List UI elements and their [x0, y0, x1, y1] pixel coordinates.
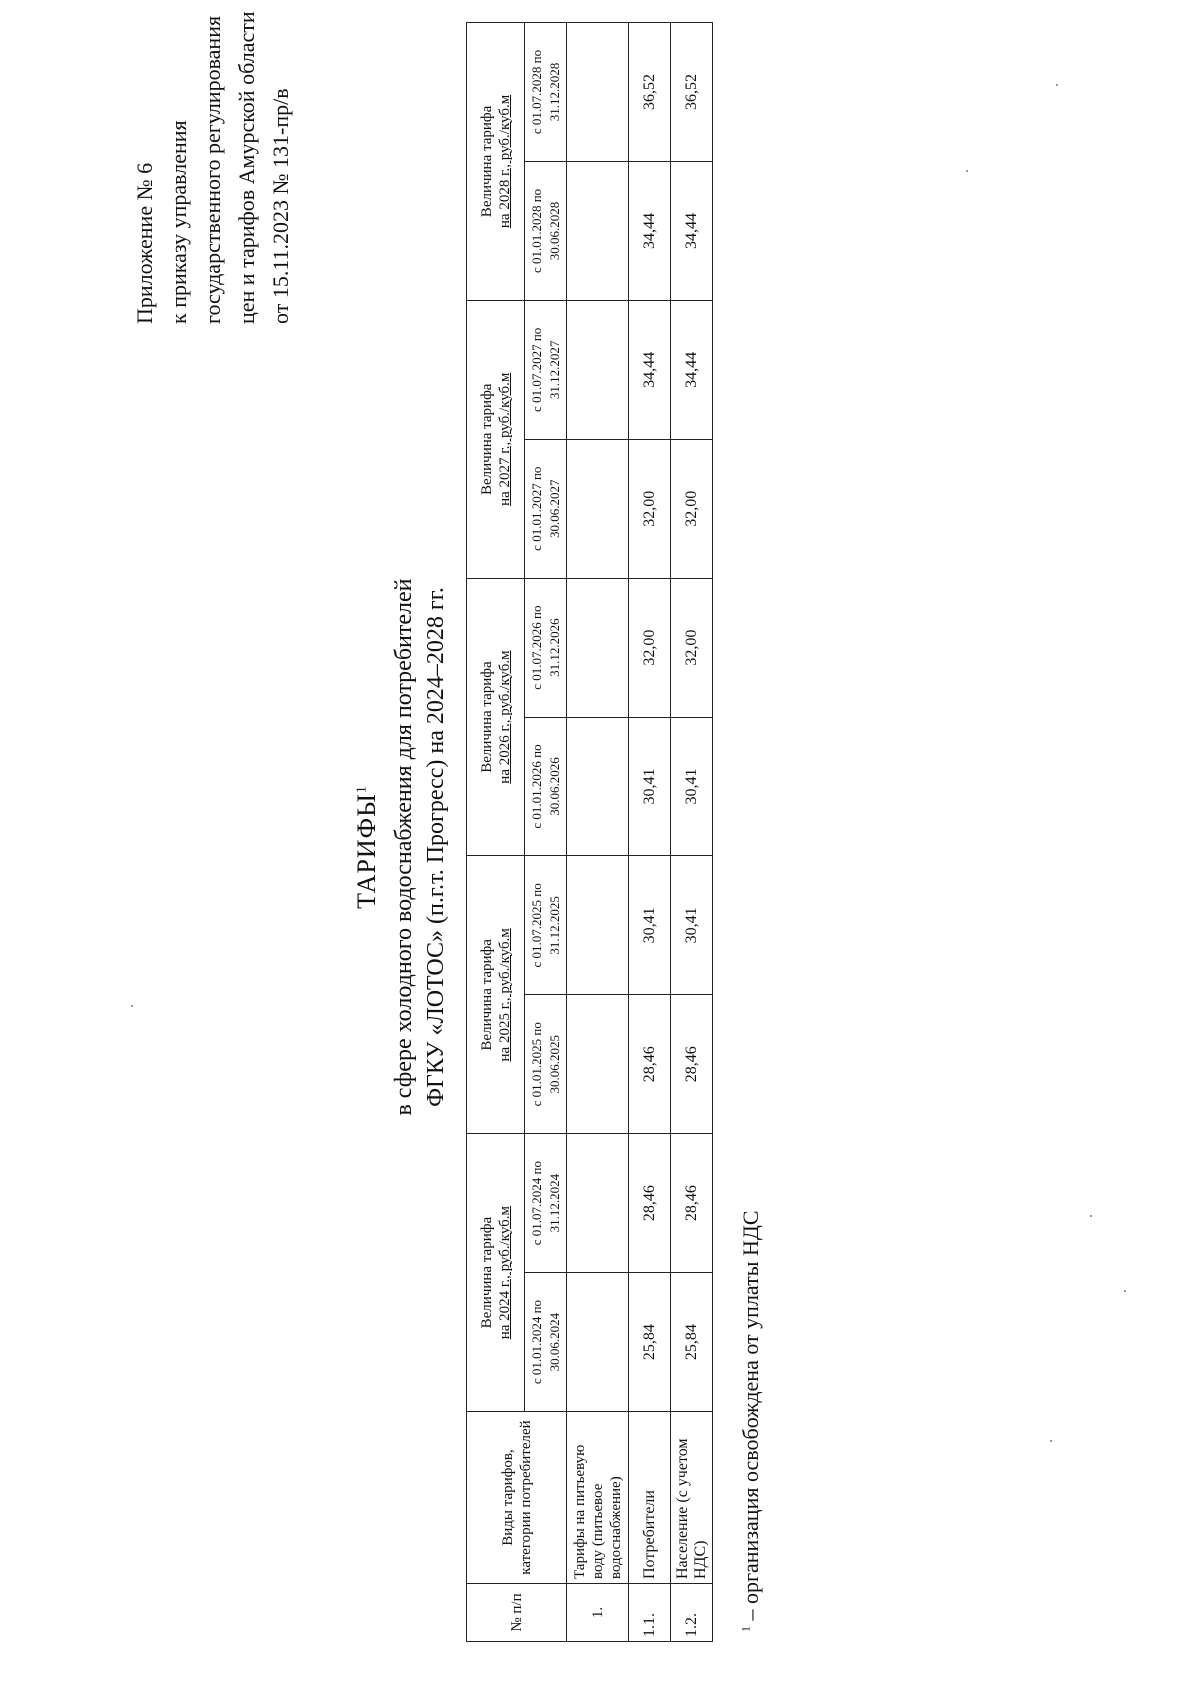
column-header-number: № п/п	[467, 1584, 567, 1642]
table-row-group	[567, 23, 629, 1642]
tariff-value: 32,00	[671, 578, 713, 717]
period-header: с 01.07.2026 по 31.12.2026	[525, 578, 567, 717]
footnote	[738, 1210, 764, 1632]
appendix-line: цен и тарифов Амурской области	[234, 11, 259, 324]
tariff-value: 28,46	[629, 1134, 671, 1273]
table-cell	[567, 1273, 629, 1412]
table-cell	[567, 300, 629, 439]
table-cell	[567, 439, 629, 578]
row-label: Тарифы на питьевую воду (питьевое водоснабжение)	[567, 1412, 629, 1584]
year-header-line1: Величина тарифа	[478, 105, 495, 218]
tariff-value: 36,52	[671, 23, 713, 162]
table-cell	[567, 23, 629, 162]
scan-speck	[1056, 84, 1058, 86]
year-header-line1: Величина тарифа	[478, 661, 495, 773]
table-cell	[567, 717, 629, 856]
year-header-line2: на 2024 г., руб./куб.м	[496, 1205, 513, 1340]
year-header-line1: Величина тарифа	[478, 939, 495, 1051]
row-number: 1.1.	[629, 1584, 671, 1642]
tariff-value: 30,41	[671, 717, 713, 856]
period-header: с 01.01.2028 по 30.06.2028	[525, 161, 567, 300]
appendix-header	[128, 0, 298, 324]
title-text: ТАРИФЫ	[352, 793, 381, 909]
column-header-year-2025	[467, 856, 525, 1134]
tariff-value: 30,41	[629, 856, 671, 995]
tariff-value: 30,41	[629, 717, 671, 856]
column-header-year-2024	[467, 1134, 525, 1412]
scan-speck	[1090, 1215, 1092, 1217]
row-number: 1.	[567, 1584, 629, 1642]
year-header-line1: Величина тарифа	[478, 383, 495, 496]
appendix-line: государственного регулирования	[200, 15, 225, 324]
tariff-value: 36,52	[629, 23, 671, 162]
tariff-value: 28,46	[671, 1134, 713, 1273]
scan-speck	[1050, 1440, 1052, 1442]
period-header: с 01.07.2028 по 31.12.2028	[525, 23, 567, 162]
column-header-type: Виды тарифов, категории потребителей	[467, 1412, 567, 1584]
period-header: с 01.01.2025 по 30.06.2025	[525, 995, 567, 1134]
period-header: с 01.01.2026 по 30.06.2026	[525, 717, 567, 856]
row-number: 1.2.	[671, 1584, 713, 1642]
column-header-year-2027	[467, 300, 525, 578]
appendix-line: Приложение № 6	[132, 162, 157, 324]
tariff-value: 28,46	[671, 995, 713, 1134]
tariff-value: 32,00	[629, 439, 671, 578]
year-header-line1: Величина тарифа	[478, 1216, 495, 1329]
tariff-value: 32,00	[671, 439, 713, 578]
table-cell	[567, 161, 629, 300]
table-cell	[567, 1134, 629, 1273]
year-header-line2: на 2026 г., руб./куб.м	[496, 650, 513, 784]
table-subheader-row	[525, 23, 567, 1642]
appendix-line: от 15.11.2023 № 131-пр/в	[268, 88, 293, 324]
scan-speck	[131, 1005, 133, 1007]
table-cell	[567, 856, 629, 995]
title-footnote-mark: 1	[354, 785, 370, 794]
tariff-value: 32,00	[629, 578, 671, 717]
year-header-line2: на 2025 г., руб./куб.м	[496, 928, 513, 1062]
subtitle-line: в сфере холодного водоснабжения для потребителей	[391, 578, 417, 1116]
appendix-line: к приказу управления	[166, 120, 191, 324]
table-row	[671, 23, 713, 1642]
footnote-mark: 1	[738, 1626, 753, 1632]
tariff-value: 34,44	[671, 161, 713, 300]
year-header-line2: на 2027 г., руб./куб.м	[496, 372, 513, 506]
period-header: с 01.07.2024 по 31.12.2024	[525, 1134, 567, 1273]
row-label: Потребители	[629, 1412, 671, 1584]
table-header-row	[467, 23, 525, 1642]
row-label: Население (с учетом НДС)	[671, 1412, 713, 1584]
document-title	[352, 0, 382, 1694]
period-header: с 01.07.2027 по 31.12.2027	[525, 300, 567, 439]
period-header: с 01.07.2025 по 31.12.2025	[525, 856, 567, 995]
column-header-year-2028	[467, 23, 525, 301]
footnote-text: – организация освобождена от уплаты НДС	[738, 1210, 763, 1626]
tariff-value: 34,44	[629, 300, 671, 439]
period-header: с 01.01.2024 по 30.06.2024	[525, 1273, 567, 1412]
scan-speck	[966, 170, 968, 172]
tariff-value: 34,44	[629, 161, 671, 300]
period-header: с 01.01.2027 по 30.06.2027	[525, 439, 567, 578]
subtitle-line: ФГКУ «ЛОТОС» (п.г.т. Прогресс) на 2024–2028 гг.	[423, 587, 449, 1107]
tariff-value: 34,44	[671, 300, 713, 439]
column-header-year-2026	[467, 578, 525, 856]
tariff-value: 25,84	[671, 1273, 713, 1412]
table-row	[629, 23, 671, 1642]
tariff-value: 25,84	[629, 1273, 671, 1412]
tariffs-table	[466, 22, 713, 1642]
table-cell	[567, 578, 629, 717]
table-cell	[567, 995, 629, 1134]
scan-speck	[1124, 1290, 1126, 1292]
year-header-line2: на 2028 г., руб./куб.м	[496, 94, 513, 229]
document-subtitle	[388, 0, 452, 1694]
tariff-value: 30,41	[671, 856, 713, 995]
tariff-value: 28,46	[629, 995, 671, 1134]
